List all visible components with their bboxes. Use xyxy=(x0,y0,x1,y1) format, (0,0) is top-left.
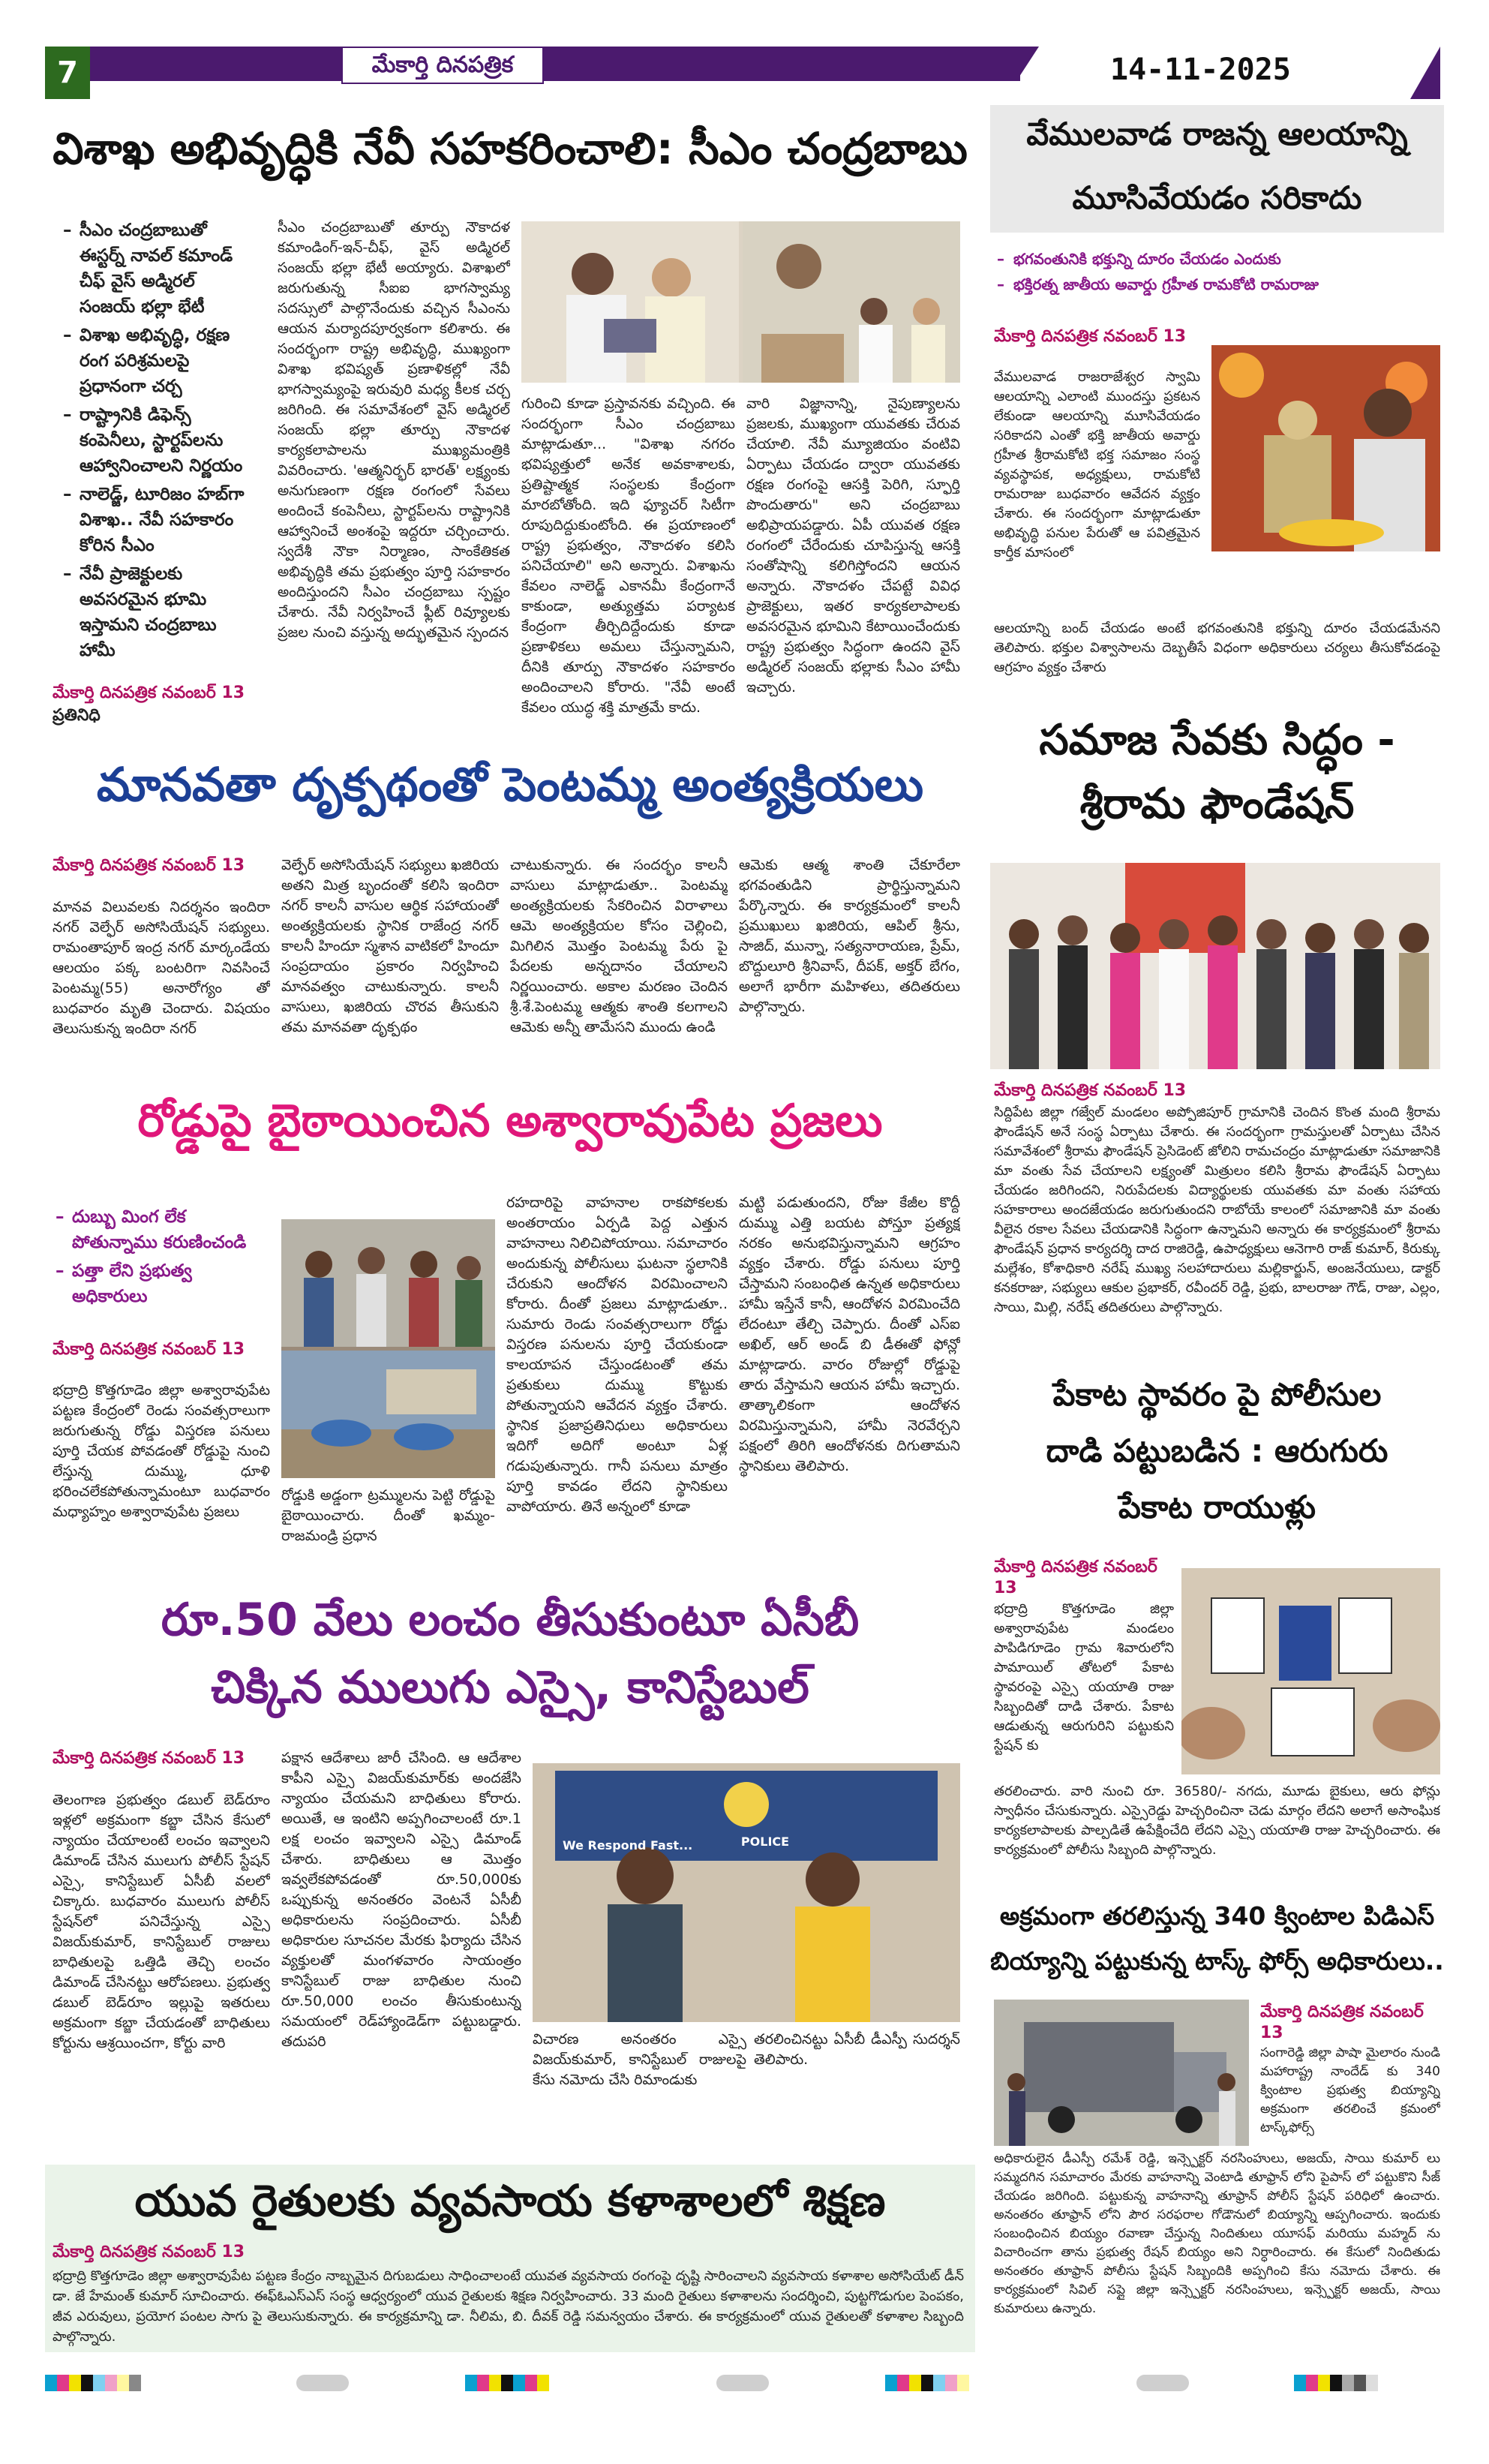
article3-col2: రోడ్డుకి అడ్డంగా ట్రమ్ములను పెట్టి రోడ్డుపై బైఠాయించారు. దీంతో ఖమ్మం- రాజమండ్రి ప్రధాన xyxy=(281,1487,495,1544)
protest-image xyxy=(281,1219,495,1478)
article3-col3: రహదారిపై వాహనాల రాకపోకలకు అంతరాయం ఏర్పడి పెద్ద ఎత్తున వాహనాలు నిలిచిపోయాయి. సమాచారం అందుకున్న పోలీసులు ఘటనా స్థలానికి చేరుకుని ఆందోళన విరమించాలని కోరారు. దీంతో ప్రజలు మాట్లాడుతూ.. సుమారు రెండు సంవత్సరాలుగా రోడ్డు విస్తరణ పనులను పూర్తి చేయకుండా కాలయాపన చేస్తుండటంతో తమ ప్రతుకులు దుమ్ము కొట్టుకు పోతున్నాయని ఆవేదన వ్యక్తం చేశారు. స్థానిక ప్రజాప్రతినిధులు అధికారులు ఇదిగో అదిగో అంటూ ఏళ్ల గడుపుతున్నారు. గానీ పనులు మాత్రం పూర్తి కావడం లేదని స్థానికులు వాపోయారు. తినే అన్నంలో కూడా xyxy=(506,1194,728,1515)
article8-body-top: భద్రాద్రి కొత్తగూడెం జిల్లా అశ్వారావుపేట మండలం పాపిడిగూడెం గ్రామ శివారులోని పామాయిల్ తోటలో పేకాట స్థావరంపై ఎస్సై యయాతి రాజు సిబ్బందితో దాడి చేశారు. పేకాట ఆడుతున్న ఆరుగురిని పట్టుకుని స్టేషన్ కు xyxy=(994,1601,1174,1753)
article1-bullet: – రాష్ట్రానికి డిఫెన్స్ కంపెనీలు, స్టార్టప్‌లను ఆహ్వానించాలని నిర్ణయం xyxy=(60,402,251,479)
article1-bullets xyxy=(60,218,251,666)
page-number-box xyxy=(45,47,90,99)
truck-seizure-image xyxy=(994,2000,1249,2146)
article6-photo-devotee xyxy=(1211,345,1440,551)
article7-headline-line2: శ్రీరామ ఫౌండేషన్ xyxy=(1079,780,1355,828)
registration-mark xyxy=(1136,2375,1189,2391)
article9-headline-line1: అక్రమంగా తరలిస్తున్న 340 క్వింటాల పిడిఎస్ xyxy=(999,1901,1435,1931)
article9-photo-truck xyxy=(994,2000,1249,2146)
article2-headline: మానవతా దృక్పథంతో పెంటమ్మ అంత్యక్రియలు xyxy=(96,757,924,812)
article5-body: భద్రాద్రి కొత్తగూడెం జిల్లా అశ్వారావుపేట పట్టణ కేంద్రం నాబ్బమైన దిగుబడులు సాధించాలంటే యువత వ్యవసాయ రంగంపై దృష్టి సారించాలని వ్యవసాయ కళాశాల అసోసియేట్ డీన్ డా. జే హేమంత్ కుమార్ సూచించారు. ఈఫ్‌ఓఎస్‌ఎస్ సంస్థ ఆధ్వర్యంలో యువ రైతులకు శిక్షణ నిర్వహించారు. 33 మంది రైతులు కళాశాలను సందర్శించి, పుట్టగొడుగుల పెంపకం, జీవ ఎరువులు, ప్రయోగ పంటల సాగు పై తెలుసుకున్నారు. ఈ కార్యక్రమాన్ని డా. నీలిమ, బి. దీవక్ రెడ్డి సమన్వయం చేశారు. ఈ కార్యక్రమంలో యువ రైతులతో కళాశాల సిబ్బంది పాల్గొన్నారు. xyxy=(53,2268,964,2345)
article7-body: సిద్దిపేట జిల్లా గజ్వేల్ మండలం అప్పోజిపూర్ గ్రామానికి చెందిన కొంత మంది శ్రీరామ ఫౌండేషన్ అనే సంస్థ ఏర్పాటు చేశారు. ఈ సందర్భంగా గ్రామస్తులతో ఏర్పాటు చేసిన సమావేశంలో శ్రీరామ ఫౌండేషన్ ప్రెసిడెంట్ జోలిని రామచంద్రం మాట్లాడుతూ సమాజానికి మా వంతు సేవ చేయాలని లక్ష్యంతో మిత్రులం కలిసి శ్రీరామ ఫౌండేషన్ ఏర్పాటు చేయడం జరిగిందని, నిరుపేదలకు విద్యార్థులకు యువతకు మా వంతు సహాయ సహకారాలు అందజేయడం జరుగుతుందని రాబోయే కాలంలో సమాజానికి మా వంతు వీలైన రకాల సేవలు చేయడానికి సిద్ధంగా ఉన్నామని అన్నారు ఈ కార్యక్రమంలో శ్రీరామ ఫౌండేషన్ ప్రధాన కార్యదర్శి దాద రాజిరెడ్డి, ఉపాధ్యక్షులు ఆనెగారి రాజ్ కుమార్, కిరుక్కు మల్లేశం, కోశాధికారి నరేష్ ముఖ్య సలహాదారులు మల్లికార్జున్, అంజనేయులు, డాక్టర్ కనకరాజు, సభ్యులు ఆకుల ప్రభాకర్, రవీందర్ రెడ్డి, ప్రభు, బాలరాజు గౌడ్, రాజు, ఎల్లం, సాయి, మిల్లి, నరేష్ తదితరులు పాల్గొన్నారు. xyxy=(994,1104,1440,1315)
masthead-title: మేకార్తి దినపత్రిక xyxy=(371,52,514,78)
issue-date: 14-11-2025 xyxy=(1110,53,1291,87)
article7-headline-line1: సమాజ సేవకు సిద్ధం - xyxy=(1039,716,1395,765)
devotee-image xyxy=(1211,345,1440,551)
article9-dateline: మేకార్తి దినపత్రిక నవంబర్ 13 xyxy=(1260,2003,1424,2042)
registration-bar-left xyxy=(45,2375,195,2391)
article3-col1: భద్రాద్రి కొత్తగూడెం జిల్లా అశ్వారావుపేట పట్టణ కేంద్రంలో రెండు సంవత్సరాలుగా జరుగుతున్న రోడ్డు విస్తరణ పనులు పూర్తి చేయక పోవడంతో రోడ్డుపై నుంచి లేస్తున్న దుమ్ము, ధూళి భరించలేకపోతున్నామంటూ బుధవారం మధ్యాహ్నం అశ్వారావుపేట ప్రజలు xyxy=(53,1382,270,1520)
article8-headline-line2: దాడి పట్టుబడిన : ఆరుగురు xyxy=(1046,1432,1388,1469)
article1-bullet: – సీఎం చంద్రబాబుతో ఈస్టర్న్ నావల్ కమాండ్ చీఫ్ వైస్ అడ్మిరల్ సంజయ్ భల్లా భేటీ xyxy=(60,218,251,320)
registration-mark xyxy=(296,2375,349,2391)
cm-meeting-image xyxy=(521,221,960,383)
article1-photo-cm-meeting xyxy=(521,221,960,383)
article3-bullet: – పత్తా లేని ప్రభుత్వ అధికారులు xyxy=(53,1258,263,1309)
article5-headline: యువ రైతులకు వ్యవసాయ కళాశాలలో శిక్షణ xyxy=(134,2175,886,2226)
article2-dateline: మేకార్తి దినపత్రిక నవంబర్ 13 xyxy=(53,856,245,875)
masthead-bar-slant xyxy=(1016,47,1039,81)
article4-col2: పక్షాన ఆదేశాలు జారీ చేసింది. ఆ ఆదేశాల కాపీని ఎస్సై విజయ్‌కుమార్‌కు అందజేసి న్యాయం చేయమని బాధితులు కోరారు. అయితే, ఆ ఇంటిని అప్పగించాలంటే రూ.1 లక్ష లంచం ఇవ్వాలని ఎస్సై డిమాండ్ చేశారు. బాధితులు ఆ మొత్తం ఇవ్వలేకపోవడంతో రూ.50,000కు ఒప్పుకున్న అనంతరం వెంటనే ఏసీబీ అధికారులను సంప్రదించారు. ఏసీబీ అధికారుల సూచనల మేరకు ఫిర్యాదు చేసిన వ్యక్తులతో మంగళవారం సాయంత్రం కానిస్టేబుల్ రాజు బాధితుల నుంచి రూ.50,000 లంచం తీసుకుంటున్న సమయంలో రెడ్‌హ్యాండెడ్‌గా పట్టుబడ్డారు. తదుపరి xyxy=(281,1750,521,2050)
article1-col2: గురించి కూడా ప్రస్తావనకు వచ్చింది. ఈ సందర్భంగా సీఎం చంద్రబాబు మాట్లాడుతూ... "విశాఖ నగరం భవిష్యత్తులో అనేక అవకాశాలకు, ప్రతిష్టాత్మక సంస్థలకు కేంద్రంగా మారబోతోంది. ఇది ఫ్యూచర్ సిటీగా రూపుదిద్దుకుంటోంది. ఈ ప్రయాణంలో రాష్ట్ర ప్రభుత్వం, నౌకాదళం కలిసి పనిచేయాలి" అని అన్నారు. విశాఖను కేవలం నాలెడ్జ్ ఎకానమీ కేంద్రంగానే కాకుండా, అత్యుత్తమ పర్యాటక కేంద్రంగా తీర్చిదిద్దేందుకు కూడా ప్రణాళికలు అమలు చేస్తున్నామని, దీనికి తూర్పు నౌకాదళం సహకారం అందించాలని కోరారు. "నేవీ అంటే కేవలం యుద్ధ శక్తి మాత్రమే కాదు. xyxy=(521,395,735,716)
article9-body-top: సంగారెడ్డి జిల్లా పాషా మైలారం నుండి మహారాష్ట్ర నాందేడ్ కు 340 క్వింటాల ప్రభుత్వ బియ్యాన్ని అక్రమంగా తరలించే క్రమంలో టాస్క్‌ఫోర్స్ xyxy=(1260,2045,1440,2135)
article1-col3: వారి విజ్ఞానాన్ని, నైపుణ్యాలను ప్రజలకు, ముఖ్యంగా యువతకు చేరువ చేయాలి. నేవీ మ్యూజియం వంటివి ఏర్పాటు చేయడం ద్వారా యువతకు రక్షణ రంగంపై ఆసక్తి పెరిగి, స్ఫూర్తి పొందుతారు" అని చంద్రబాబు అభిప్రాయపడ్డారు. ఏపీ యువత రక్షణ రంగంలో చేరేందుకు చూపిస్తున్న ఆసక్తి సంతోషాన్ని కలిగిస్తోందని ఆయన అన్నారు. నౌకాదళం చేపట్టే వివిధ ప్రాజెక్టులు, ఇతర కార్యకలాపాలకు అవసరమైన భూమిని కేటాయించేందుకు రాష్ట్ర ప్రభుత్వం సిద్ధంగా ఉందని వైస్ అడ్మిరల్ సంజయ్ భల్లాకు సీఎం హామీ ఇచ్చారు. xyxy=(746,395,960,696)
registration-bar-center xyxy=(465,2375,615,2391)
article4-photo-acb xyxy=(533,1763,960,2022)
article1-bullet: – విశాఖ అభివృద్ధి, రక్షణ రంగ పరిశ్రమలపై ప్రధానంగా చర్చ xyxy=(60,323,251,399)
article8-headline-line1: పేకాట స్థావరం పై పోలీసుల xyxy=(1052,1376,1382,1413)
registration-mark xyxy=(716,2375,769,2391)
article6-body-top: వేములవాడ రాజరాజేశ్వర స్వామి ఆలయాన్ని ఎలాంటి ముందస్తు ప్రకటన లేకుండా ఆలయాన్ని మూసివేయడం సరికాదని ఎంతో భక్తి జాతీయ అవార్డు గ్రహీత శ్రీరామకోటి భక్త సమాజం సంస్థ వ్యవస్థాపక, అధ్యక్షులు, రామకోటి రామరాజు బుధవారం ఆవేదన వ్యక్తం చేశారు. ఈ సందర్భంగా మాట్లాడుతూ అభివృద్ధి పనుల పేరుతో ఆ పవిత్రమైన కార్తీక మాసంలో xyxy=(994,369,1200,560)
article6-headline-line1: వేములవాడ రాజన్న ఆలయాన్ని xyxy=(1026,116,1408,152)
page-number: 7 xyxy=(57,56,78,90)
masthead-logo xyxy=(341,47,544,84)
article6-bullets xyxy=(994,248,1444,299)
article3-photo-protest xyxy=(281,1219,495,1478)
playing-cards-image xyxy=(1181,1568,1440,1774)
police-word: POLICE xyxy=(740,1834,790,1849)
acb-arrest-image xyxy=(533,1763,960,2022)
article1-bullet: – నేవీ ప్రాజెక్టులకు అవసరమైన భూమి ఇస్తామని చంద్రబాబు హామీ xyxy=(60,561,251,663)
article4-headline-line1: రూ.50 వేలు లంచం తీసుకుంటూ ఏసీబీ xyxy=(161,1594,860,1646)
article4-col1: తెలంగాణ ప్రభుత్వం డబుల్ బెడ్‌రూం ఇళ్లలో అక్రమంగా కబ్జా చేసిన కేసులో న్యాయం చేయాలంటే లంచం ఇవ్వాలని డిమాండ్ చేసిన ములుగు పోలీస్ స్టేషన్ ఎస్సై, కానిస్టేబుల్ ఏసీబీ వలలో చిక్కారు. బుధవారం ములుగు పోలీస్ స్టేషన్‌లో పనిచేస్తున్న ఎస్సై విజయ్‌కుమార్, కానిస్టేబుల్ రాజులు బాధితులపై ఒత్తిడి తెచ్చి లంచం డిమాండ్ చేసినట్టు ఆరోపణలు. ప్రభుత్వ డబుల్ బెడ్‌రూం ఇల్లుపై ఇతరులు అక్రమంగా కబ్జా చేయడంతో బాధితులు కోర్టును ఆశ్రయించగా, కోర్టు వారి xyxy=(53,1792,270,2051)
article4-caption-col2: తరలించినట్టు ఏసీబీ డీఎస్పీ సుదర్శన్ తెలిపారు. xyxy=(754,2031,960,2068)
article6-bullet: – భగవంతునికి భక్తున్ని దూరం చేయడం ఎందుకు xyxy=(994,248,1444,270)
article1-headline: విశాఖ అభివృద్ధికి నేవీ సహకరించాలి: సీఎం చంద్రబాబు xyxy=(53,123,968,174)
article1-byline: ప్రతినిధి xyxy=(53,706,101,725)
article4-headline-line2: చిక్కిన ములుగు ఎస్సై, కానిస్టేబుల్ xyxy=(211,1661,809,1714)
article1-dateline: మేకార్తి దినపత్రిక నవంబర్ 13 xyxy=(53,684,245,702)
article9-headline-line2: బియ్యాన్ని పట్టుకున్న టాస్క్ ఫోర్స్ అధికారులు.. xyxy=(990,1946,1444,1976)
article8-headline-line3: పేకాట రాయుళ్లు xyxy=(1118,1489,1316,1525)
article8-dateline: మేకార్తి దినపత్రిక నవంబర్ 13 xyxy=(994,1558,1157,1597)
article3-col4: మట్టి పడుతుందని, రోజు కేజీల కొద్దీ దుమ్ము ఎత్తి బయట పోస్తూ ప్రత్యక్ష నరకం అనుభవిస్తున్నామని ఆగ్రహం వ్యక్తం చేశారు. రోడ్డు పనులు పూర్తి చేస్తామని సంబంధిత ఉన్నత అధికారులు హామీ ఇస్తేనే కానీ, ఆందోళన విరమించేది లేదంటూ తేల్చి చెప్పారు. దీంతో ఎస్ఐ అఖిల్, ఆర్ అండ్ బి డీఈతో ఫోన్లో మాట్లాడారు. వారం రోజుల్లో రోడ్డుపై తారు వేస్తామని ఆయన హామీ ఇచ్చారు. తాత్కాలికంగా ఆందోళన విరమిస్తున్నామని, హామీ నెరవేర్చని పక్షంలో తిరిగి ఆందోళనకు దిగుతామని స్థానికులు తెలిపారు. xyxy=(739,1194,960,1474)
article8-photo-cards xyxy=(1181,1568,1440,1774)
article1-col1: సీఎం చంద్రబాబుతో తూర్పు నౌకాదళ కమాండింగ్-ఇన్-చీఫ్, వైస్ అడ్మిరల్ సంజయ్ భల్లా భేటీ అయ్యారు. విశాఖలో జరుగుతున్న సీఐఐ భాగస్వామ్య సదస్సులో పాల్గొనేందుకు వచ్చిన సీఎంను ఆయన మర్యాదపూర్వకంగా కలిశారు. ఈ సందర్భంగా రాష్ట్ర అభివృద్ధి, ముఖ్యంగా విశాఖ భవిష్యత్ ప్రణాళికల్లో నేవీ భాగస్వామ్యంపై ఇరువురి మధ్య కీలక చర్చ జరిగింది. ఈ సమావేశంలో వైస్ అడ్మిరల్ సంజయ్ భల్లా తూర్పు నౌకాదళ కార్యకలాపాలను ముఖ్యమంత్రికి వివరించారు. 'ఆత్మనిర్భర్ భారత్' లక్ష్యంకు అనుగుణంగా రక్షణ రంగంలో సేవలు అందించే కంపెనీలు, స్టార్టప్‌లను రాష్ట్రానికి ఆహ్వానించే అంశంపై ఇద్దరూ చర్చించారు. స్వదేశీ నౌకా నిర్మాణం, సాంకేతికత అభివృద్ధికి తమ ప్రభుత్వం పూర్తి సహకారం అందిస్తుందని సీఎం చంద్రబాబు స్పష్టం చేశారు. నేవీ నిర్వహించే ఫ్లీట్ రివ్యూలకు ప్రజల నుంచి వస్తున్న అద్భుతమైన స్పందన xyxy=(278,219,510,641)
article3-bullets xyxy=(53,1204,263,1312)
registration-bar-right xyxy=(1294,2375,1444,2391)
article6-headline-line2: మూసివేయడం సరికాదు xyxy=(1072,179,1362,216)
article6-dateline: మేకార్తి దినపత్రిక నవంబర్ 13 xyxy=(994,327,1187,346)
article4-caption-col1: విచారణ అనంతరం ఎస్సై విజయ్‌కుమార్, కానిస్టేబుల్ రాజులపై కేసు నమోదు చేసి రిమాండుకు xyxy=(533,2031,746,2088)
article7-photo-foundation xyxy=(990,863,1440,1069)
article4-dateline: మేకార్తి దినపత్రిక నవంబర్ 13 xyxy=(53,1749,245,1768)
article2-col4: ఆమెకు ఆత్మ శాంతి చేకూరేలా భగవంతుడిని ప్రార్థిస్తున్నామని పేర్కొన్నారు. ఈ కార్యక్రమంలో కాలనీ ప్రముఖులు ఖజిరియ, ఆపిల్ శ్రీను, సాజిద్, మున్నా, సత్యనారాయణ, ప్రేమ్, బొద్దులూరి శ్రీనివాస్, దీపక్, అక్తర్ బేగం, అలాగే భారీగా మహిళలు, తదితరులు పాల్గొన్నారు. xyxy=(739,857,960,1015)
article5-dateline: మేకార్తి దినపత్రిక నవంబర్ 13 xyxy=(53,2243,245,2261)
foundation-group-image xyxy=(990,863,1440,1069)
registration-bar-right-center xyxy=(885,2375,1035,2391)
article3-bullet: – దుబ్బు మింగ లేక పోతున్నాము కరుణించండి xyxy=(53,1204,263,1255)
article3-dateline: మేకార్తి దినపత్రిక నవంబర్ 13 xyxy=(53,1340,245,1359)
article9-body-bottom: అధికారులైన డీఎస్పీ రమేశ్ రెడ్డి, ఇన్స్పెక్టర్ నరసింహులు, అజయ్, సాయి కుమార్ లు సమ్మదగిన సమాచారం మేరకు వాహనాన్ని వెంటాడి తూఫ్రాన్ లోని పైపాస్ లో పట్టుకొని సీజ్ చేయడం జరిగింది. పట్టుకున్న వాహనాన్ని తూఫ్రాన్ పోలీస్ స్టేషన్ పరిధిలో ఉంచారు. అనంతరం తూఫ్రాన్ లోని పౌర సరఫరాల గోడౌనులో బియ్యాన్ని ఆప్పగించారు. ఇందుకు సంబంధించిన బియ్యం రవాణా చేస్తున్న నిందితులు యూసఫ్ మరియు మహ్మద్ ను విచారించగా తాను ప్రభుత్వ రేషన్ బియ్యం అని నిర్ధారించారు. ఈ కేసులో నిందితుడు అనంతరం తూఫ్రాన్ పోలీసు స్టేషన్ సిబ్బందికి అప్పగించి కేసు నమోదు చేశారు. ఈ కార్యక్రమంలో సివిల్ సప్లై జిల్లా ఇన్స్పెక్టర్ నరసింహులు, ఇన్స్పెక్టర్ అజయ్, సాయి కుమారులు ఉన్నారు. xyxy=(994,2151,1440,2316)
article8-body-bottom: తరలించారు. వారి నుంచి రూ. 36580/- నగదు, మూడు బైకులు, ఆరు ఫోన్లు స్వాధీనం చేసుకున్నారు. ఎస్సైరెడ్డు హెచ్చరించినా చెడు మార్గం లేదని అలాగే అసాంఘిక కార్యకలాపాలకు పాల్పడితే ఉపేక్షించేది లేదని ఎస్సై యయాతి రాజు హెచ్చరించారు. ఈ కార్యక్రమంలో పోలీసు సిబ్బంది పాల్గొన్నారు. xyxy=(994,1783,1440,1858)
article6-bullet: – భక్తిరత్న జాతీయ అవార్డు గ్రహీత రామకోటి రామరాజు xyxy=(994,273,1444,296)
article6-body-bottom: ఆలయాన్ని బంద్ చేయడం అంటే భగవంతునికి భక్తున్ని దూరం చేయడమేనని తెలిపారు. భక్తుల విశ్వాసాలను దెబ్బతీసే విధంగా అధికారులు చర్యలు తీసుకోవడంపై ఆగ్రహం వ్యక్తం చేశారు xyxy=(994,621,1440,675)
article2-col3: చాటుకున్నారు. ఈ సందర్భం కాలనీ వాసులు మాట్లాడుతూ.. పెంటమ్మ అంత్యక్రియలకు సేకరించిన విరాళాలు ఆమె అంత్యక్రియల కోసం చెల్లించి, మిగిలిన మొత్తం పెంటమ్మ పేరు పై పేదలకు అన్నదానం చేయాలని నిర్ణయించారు. అకాల మరణం చెందిన శ్రీ.శే.పెంటమ్మ ఆత్మకు శాంతి కలగాలని ఆమెకు అన్నీ తామేసని ముందు ఉండి xyxy=(510,857,728,1035)
police-sign-text: We Respond Fast... xyxy=(563,1838,693,1853)
article7-dateline: మేకార్తి దినపత్రిక నవంబర్ 13 xyxy=(994,1081,1187,1100)
masthead-bar-right xyxy=(1410,47,1440,99)
article3-headline: రోడ్డుపై బైఠాయించిన అశ్వారావుపేట ప్రజలు xyxy=(137,1095,883,1147)
article1-bullet: – నాలెడ్జ్, టూరిజం హబ్‌గా విశాఖ.. నేవీ సహకారం కోరిన సీఎం xyxy=(60,482,251,558)
article2-col1: మానవ విలువలకు నిదర్శనం ఇందిరా నగర్ వెల్ఫేర్ అసోసియేషన్ సభ్యులు. రామంతాపూర్ ఇంద్ర నగర్ మార్కండేయ ఆలయం పక్క బంటరిగా నివసించే పెంటమ్మ(55) అనారోగ్యం తో బుధవారం మృతి చెందారు. విషయం తెలుసుకున్న ఇందిరా నగర్ xyxy=(53,899,270,1037)
article2-col2: వెల్ఫేర్ అసోసియేషన్ సభ్యులు ఖజిరియ అతని మిత్ర బృందంతో కలిసి ఇందిరా నగర్ కాలనీ వాసుల ఆర్థిక సహాయంతో అంత్యక్రియలకు స్థానిక రాజేంద్ర నగర్ కాలనీ హిందూ స్మశాన వాటికలో హిందూ సంప్రదాయం ప్రకారం నిర్వహించి మానవత్వం చాటుకున్నారు. కాలనీ వాసులు, ఖజిరియ చొరవ తీసుకుని తమ మానవతా దృక్పథం xyxy=(281,857,499,1035)
